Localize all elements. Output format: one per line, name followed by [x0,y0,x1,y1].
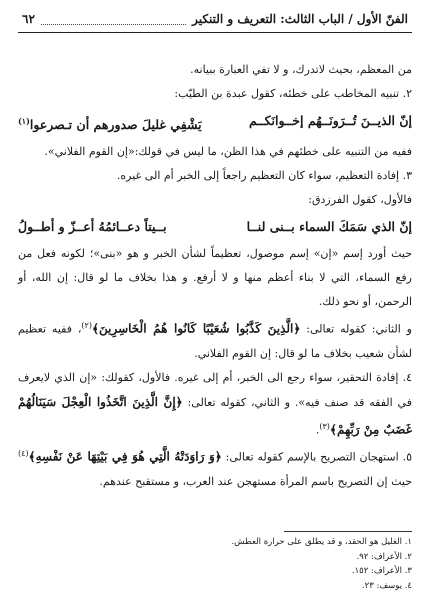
footnote-2: ٢. الأعراف: ٩٢. [356,551,412,562]
quran-quote-1: ﴿الَّذِينَ كَذَّبُوا شُعَيْبًا كَانُوا هُمُ الْخَاسِرِينَ﴾ [91,321,301,336]
paragraph-5: فالأول، كقول الفرزدق: [308,193,412,207]
footnote-4: ٤. يوسف: ٢٣. [361,580,412,591]
header-rule [18,32,412,33]
quran-quote-3: ﴿وَ رَاوَدَتْهُ الَّتِي هُوَ فِي بَيْتِهَا عَنْ نَفْسِهِ﴾ [28,450,222,465]
footnotes [18,535,412,593]
paragraph-8-lead: ٤. إفادة التحقير، سواء رجع الى الخبر، أم إلى غيره. فالأول، كقولك: «إن الذي لايعرف في الفقه قد صنف فيه». و الثاني، كقوله تعالى: [18,370,412,409]
verse-1-second-hemistich [18,108,202,138]
paragraph-3: ففيه من التنبيه على خطئهم في هذا الظن، ما ليس في قولك:«إن القوم الفلاني». [44,145,412,159]
footnote-3: ٣. الأعراف: ١٥٢. [351,566,412,576]
paragraph-6: حيث أورد إسم «إن» إسم موصول، تعظيماً لشأن الخبر و هو «بنى»؛ لكونه فعل من رفع السماء، التي لا بناء أعظم منها و لا أرفع. و هذا بخلاف ما لو قال: إن الله، أو الرحمن، أو نحو ذلك. [18,247,412,309]
header-title: الفنّ الأول / الباب الثالث: التعريف و التنكير [192,12,408,26]
paragraph-9-tail: حيث إن التصريح باسم المرأة مستهجن عند العرب، و مستقبح عندهم. [99,475,412,489]
paragraph-9 [18,442,412,494]
footnote-rule [284,531,412,532]
quran-quote-2: ﴿إِنَّ الَّذِينَ اتَّخَذُوا الْعِجْلَ سَيَنَالُهُمْ غَضَبٌ مِنْ رَبِّهِمْ﴾ [18,394,412,437]
page-number: ٦٢ [22,12,35,26]
paragraph-7-lead: و الثاني: كقوله تعالى: [300,322,412,336]
paragraph-7-tail: ، ففيه تعظيم لشأن شعيب بخلاف ما لو قال: إن القوم الفلاني. [18,322,412,360]
footnote-marker-3[interactable]: (٣) [319,421,330,431]
verse-1-first-hemistich: إنّ الذيــنَ تُــرَونَــهُم إخــوانَكــم [249,113,412,128]
header-dot-leader [41,14,186,25]
paragraph-1: من المعظم، بحيث لاتدرك، و لا تفي العبارة ببيانه. [190,63,412,76]
poem-verse-1 [18,108,412,138]
running-header [22,8,408,30]
footnote-marker-2[interactable]: (٢) [81,321,92,331]
page-body [18,58,412,494]
paragraph-2: ٢. تنبيه المخاطب على خطئه، كقول عبدة بن الطيّب: [174,87,412,100]
paragraph-7 [18,314,412,366]
footnote-marker-4[interactable]: (٤) [18,449,29,459]
footnote-1: ١. الغليل هو الحقد، و قد يطلق على حرارة العطش. [231,537,412,547]
verse-2-first-hemistich: إنّ الذي سَمَكَ السماء بــنى لنــا [246,219,412,235]
paragraph-8-tail: . [315,423,320,437]
verse-2-second-hemistich: بــيتاً دعــائمُهُ أعــزّ و أطــولُ [18,219,167,235]
verse-1-second-text: يَشْفِي غليلَ صدورهم أن تـصرعوا [29,117,202,133]
poem-verse-2 [18,214,412,240]
paragraph-9-lead: ٥. استهجان التصريح بالإسم كقوله تعالى: [221,451,412,465]
paragraph-4: ٣. إفادة التعظيم، سواء كان التعظيم راجعاً إلى الخبر أم الى غيره. [116,169,412,183]
footnote-marker-1[interactable]: (١) [18,116,30,126]
paragraph-8 [18,366,412,443]
